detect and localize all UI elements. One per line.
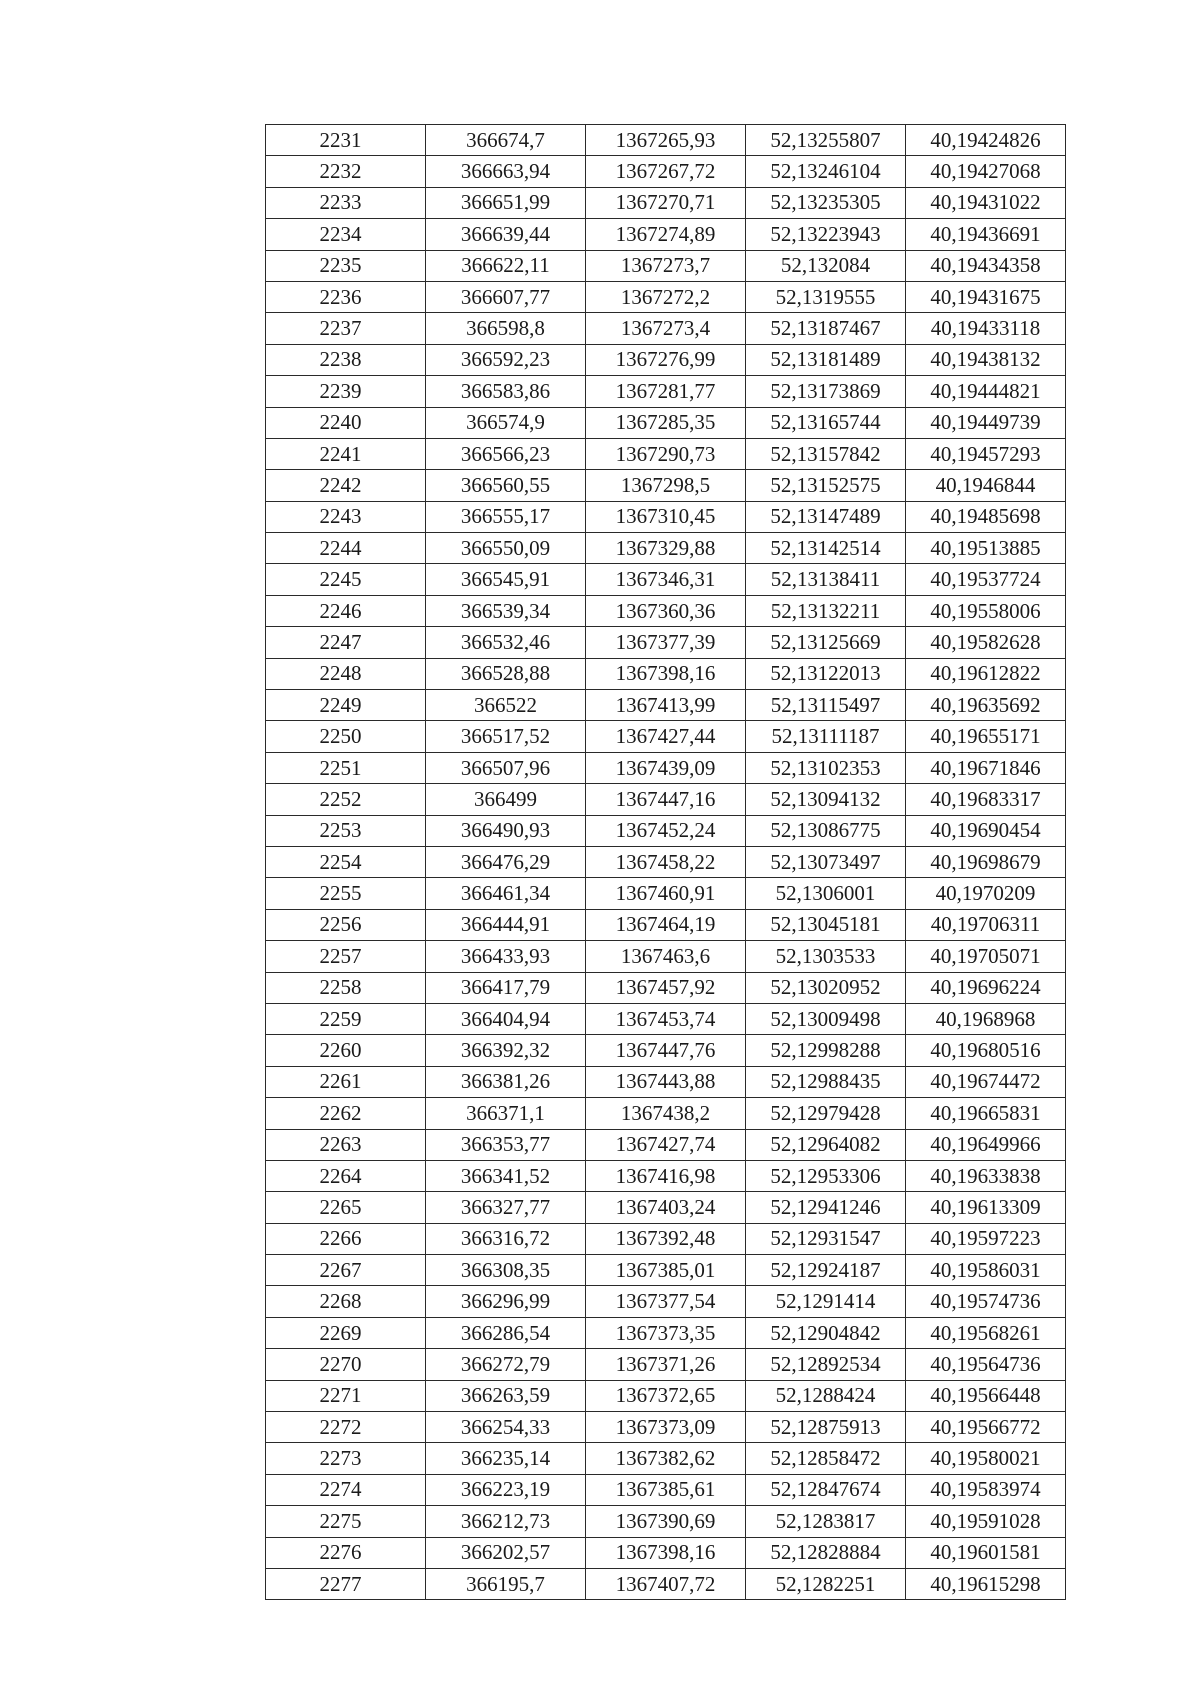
latitude-cell: 52,12964082 (746, 1129, 906, 1160)
x-coordinate-cell: 366583,86 (426, 376, 586, 407)
point-id-cell: 2271 (266, 1380, 426, 1411)
table-row (266, 281, 1066, 312)
point-id-cell: 2238 (266, 344, 426, 375)
table-row (266, 1506, 1066, 1537)
longitude-cell: 40,19597223 (906, 1223, 1066, 1254)
x-coordinate-cell: 366327,77 (426, 1192, 586, 1223)
latitude-cell: 52,13073497 (746, 846, 906, 877)
point-id-cell: 2266 (266, 1223, 426, 1254)
point-id-cell: 2237 (266, 313, 426, 344)
longitude-cell: 40,19671846 (906, 752, 1066, 783)
x-coordinate-cell: 366308,35 (426, 1255, 586, 1286)
table-row (266, 1412, 1066, 1443)
latitude-cell: 52,12988435 (746, 1066, 906, 1097)
x-coordinate-cell: 366507,96 (426, 752, 586, 783)
y-coordinate-cell: 1367427,44 (586, 721, 746, 752)
coordinates-table-body (266, 125, 1066, 1600)
y-coordinate-cell: 1367290,73 (586, 438, 746, 469)
point-id-cell: 2256 (266, 909, 426, 940)
y-coordinate-cell: 1367452,24 (586, 815, 746, 846)
latitude-cell: 52,13157842 (746, 438, 906, 469)
x-coordinate-cell: 366598,8 (426, 313, 586, 344)
point-id-cell: 2275 (266, 1506, 426, 1537)
x-coordinate-cell: 366212,73 (426, 1506, 586, 1537)
x-coordinate-cell: 366263,59 (426, 1380, 586, 1411)
point-id-cell: 2243 (266, 501, 426, 532)
y-coordinate-cell: 1367274,89 (586, 219, 746, 250)
y-coordinate-cell: 1367463,6 (586, 941, 746, 972)
latitude-cell: 52,12892534 (746, 1349, 906, 1380)
table-row (266, 1537, 1066, 1568)
x-coordinate-cell: 366433,93 (426, 941, 586, 972)
latitude-cell: 52,12875913 (746, 1412, 906, 1443)
y-coordinate-cell: 1367447,16 (586, 784, 746, 815)
x-coordinate-cell: 366392,32 (426, 1035, 586, 1066)
x-coordinate-cell: 366545,91 (426, 564, 586, 595)
table-row (266, 690, 1066, 721)
latitude-cell: 52,13094132 (746, 784, 906, 815)
x-coordinate-cell: 366444,91 (426, 909, 586, 940)
y-coordinate-cell: 1367329,88 (586, 533, 746, 564)
y-coordinate-cell: 1367385,61 (586, 1474, 746, 1505)
y-coordinate-cell: 1367403,24 (586, 1192, 746, 1223)
point-id-cell: 2248 (266, 658, 426, 689)
point-id-cell: 2267 (266, 1255, 426, 1286)
table-row (266, 1098, 1066, 1129)
y-coordinate-cell: 1367438,2 (586, 1098, 746, 1129)
table-row (266, 721, 1066, 752)
table-row (266, 219, 1066, 250)
y-coordinate-cell: 1367416,98 (586, 1160, 746, 1191)
longitude-cell: 40,19564736 (906, 1349, 1066, 1380)
point-id-cell: 2269 (266, 1317, 426, 1348)
table-row (266, 941, 1066, 972)
latitude-cell: 52,12979428 (746, 1098, 906, 1129)
latitude-cell: 52,1288424 (746, 1380, 906, 1411)
table-row (266, 1349, 1066, 1380)
longitude-cell: 40,19665831 (906, 1098, 1066, 1129)
longitude-cell: 40,19591028 (906, 1506, 1066, 1537)
longitude-cell: 40,19612822 (906, 658, 1066, 689)
latitude-cell: 52,13147489 (746, 501, 906, 532)
y-coordinate-cell: 1367413,99 (586, 690, 746, 721)
longitude-cell: 40,19558006 (906, 595, 1066, 626)
latitude-cell: 52,1282251 (746, 1568, 906, 1599)
table-row (266, 909, 1066, 940)
y-coordinate-cell: 1367458,22 (586, 846, 746, 877)
point-id-cell: 2277 (266, 1568, 426, 1599)
latitude-cell: 52,1283817 (746, 1506, 906, 1537)
y-coordinate-cell: 1367281,77 (586, 376, 746, 407)
x-coordinate-cell: 366517,52 (426, 721, 586, 752)
longitude-cell: 40,19601581 (906, 1537, 1066, 1568)
point-id-cell: 2233 (266, 187, 426, 218)
x-coordinate-cell: 366663,94 (426, 156, 586, 187)
y-coordinate-cell: 1367427,74 (586, 1129, 746, 1160)
longitude-cell: 40,19424826 (906, 125, 1066, 156)
longitude-cell: 40,19566448 (906, 1380, 1066, 1411)
y-coordinate-cell: 1367398,16 (586, 1537, 746, 1568)
longitude-cell: 40,19706311 (906, 909, 1066, 940)
longitude-cell: 40,1968968 (906, 1003, 1066, 1034)
longitude-cell: 40,19635692 (906, 690, 1066, 721)
table-row (266, 1317, 1066, 1348)
point-id-cell: 2232 (266, 156, 426, 187)
longitude-cell: 40,19582628 (906, 627, 1066, 658)
latitude-cell: 52,1306001 (746, 878, 906, 909)
latitude-cell: 52,13115497 (746, 690, 906, 721)
latitude-cell: 52,12941246 (746, 1192, 906, 1223)
latitude-cell: 52,12904842 (746, 1317, 906, 1348)
latitude-cell: 52,13165744 (746, 407, 906, 438)
y-coordinate-cell: 1367273,7 (586, 250, 746, 281)
point-id-cell: 2234 (266, 219, 426, 250)
point-id-cell: 2236 (266, 281, 426, 312)
y-coordinate-cell: 1367377,39 (586, 627, 746, 658)
latitude-cell: 52,13111187 (746, 721, 906, 752)
table-row (266, 313, 1066, 344)
x-coordinate-cell: 366254,33 (426, 1412, 586, 1443)
latitude-cell: 52,12828884 (746, 1537, 906, 1568)
point-id-cell: 2276 (266, 1537, 426, 1568)
latitude-cell: 52,132084 (746, 250, 906, 281)
x-coordinate-cell: 366528,88 (426, 658, 586, 689)
y-coordinate-cell: 1367460,91 (586, 878, 746, 909)
longitude-cell: 40,19457293 (906, 438, 1066, 469)
table-row (266, 1443, 1066, 1474)
x-coordinate-cell: 366592,23 (426, 344, 586, 375)
y-coordinate-cell: 1367310,45 (586, 501, 746, 532)
point-id-cell: 2251 (266, 752, 426, 783)
longitude-cell: 40,19566772 (906, 1412, 1066, 1443)
x-coordinate-cell: 366371,1 (426, 1098, 586, 1129)
y-coordinate-cell: 1367360,36 (586, 595, 746, 626)
x-coordinate-cell: 366417,79 (426, 972, 586, 1003)
longitude-cell: 40,19696224 (906, 972, 1066, 1003)
latitude-cell: 52,13152575 (746, 470, 906, 501)
table-row (266, 846, 1066, 877)
longitude-cell: 40,19649966 (906, 1129, 1066, 1160)
longitude-cell: 40,1970209 (906, 878, 1066, 909)
point-id-cell: 2258 (266, 972, 426, 1003)
latitude-cell: 52,13125669 (746, 627, 906, 658)
point-id-cell: 2231 (266, 125, 426, 156)
x-coordinate-cell: 366296,99 (426, 1286, 586, 1317)
y-coordinate-cell: 1367382,62 (586, 1443, 746, 1474)
latitude-cell: 52,12931547 (746, 1223, 906, 1254)
y-coordinate-cell: 1367453,74 (586, 1003, 746, 1034)
longitude-cell: 40,19586031 (906, 1255, 1066, 1286)
y-coordinate-cell: 1367390,69 (586, 1506, 746, 1537)
y-coordinate-cell: 1367373,35 (586, 1317, 746, 1348)
latitude-cell: 52,13181489 (746, 344, 906, 375)
latitude-cell: 52,13138411 (746, 564, 906, 595)
x-coordinate-cell: 366223,19 (426, 1474, 586, 1505)
table-row (266, 627, 1066, 658)
point-id-cell: 2272 (266, 1412, 426, 1443)
latitude-cell: 52,13132211 (746, 595, 906, 626)
y-coordinate-cell: 1367377,54 (586, 1286, 746, 1317)
latitude-cell: 52,13086775 (746, 815, 906, 846)
latitude-cell: 52,12858472 (746, 1443, 906, 1474)
x-coordinate-cell: 366381,26 (426, 1066, 586, 1097)
table-row (266, 815, 1066, 846)
point-id-cell: 2263 (266, 1129, 426, 1160)
table-row (266, 438, 1066, 469)
point-id-cell: 2255 (266, 878, 426, 909)
longitude-cell: 40,19633838 (906, 1160, 1066, 1191)
table-row (266, 344, 1066, 375)
y-coordinate-cell: 1367272,2 (586, 281, 746, 312)
point-id-cell: 2240 (266, 407, 426, 438)
point-id-cell: 2260 (266, 1035, 426, 1066)
longitude-cell: 40,19427068 (906, 156, 1066, 187)
table-row (266, 564, 1066, 595)
longitude-cell: 40,1946844 (906, 470, 1066, 501)
x-coordinate-cell: 366651,99 (426, 187, 586, 218)
y-coordinate-cell: 1367447,76 (586, 1035, 746, 1066)
latitude-cell: 52,13246104 (746, 156, 906, 187)
x-coordinate-cell: 366539,34 (426, 595, 586, 626)
y-coordinate-cell: 1367439,09 (586, 752, 746, 783)
x-coordinate-cell: 366490,93 (426, 815, 586, 846)
longitude-cell: 40,19580021 (906, 1443, 1066, 1474)
y-coordinate-cell: 1367371,26 (586, 1349, 746, 1380)
table-row (266, 1223, 1066, 1254)
x-coordinate-cell: 366674,7 (426, 125, 586, 156)
point-id-cell: 2245 (266, 564, 426, 595)
latitude-cell: 52,13235305 (746, 187, 906, 218)
point-id-cell: 2244 (266, 533, 426, 564)
table-row (266, 156, 1066, 187)
y-coordinate-cell: 1367392,48 (586, 1223, 746, 1254)
latitude-cell: 52,13173869 (746, 376, 906, 407)
table-row (266, 1129, 1066, 1160)
y-coordinate-cell: 1367273,4 (586, 313, 746, 344)
point-id-cell: 2262 (266, 1098, 426, 1129)
y-coordinate-cell: 1367285,35 (586, 407, 746, 438)
y-coordinate-cell: 1367346,31 (586, 564, 746, 595)
point-id-cell: 2259 (266, 1003, 426, 1034)
longitude-cell: 40,19431675 (906, 281, 1066, 312)
latitude-cell: 52,12953306 (746, 1160, 906, 1191)
y-coordinate-cell: 1367398,16 (586, 658, 746, 689)
point-id-cell: 2261 (266, 1066, 426, 1097)
table-row (266, 752, 1066, 783)
table-row (266, 1192, 1066, 1223)
y-coordinate-cell: 1367276,99 (586, 344, 746, 375)
longitude-cell: 40,19680516 (906, 1035, 1066, 1066)
x-coordinate-cell: 366560,55 (426, 470, 586, 501)
y-coordinate-cell: 1367457,92 (586, 972, 746, 1003)
x-coordinate-cell: 366316,72 (426, 1223, 586, 1254)
longitude-cell: 40,19674472 (906, 1066, 1066, 1097)
longitude-cell: 40,19690454 (906, 815, 1066, 846)
longitude-cell: 40,19613309 (906, 1192, 1066, 1223)
x-coordinate-cell: 366522 (426, 690, 586, 721)
longitude-cell: 40,19434358 (906, 250, 1066, 281)
table-row (266, 1003, 1066, 1034)
point-id-cell: 2274 (266, 1474, 426, 1505)
x-coordinate-cell: 366574,9 (426, 407, 586, 438)
table-row (266, 501, 1066, 532)
y-coordinate-cell: 1367443,88 (586, 1066, 746, 1097)
table-row (266, 1255, 1066, 1286)
point-id-cell: 2257 (266, 941, 426, 972)
point-id-cell: 2273 (266, 1443, 426, 1474)
latitude-cell: 52,13009498 (746, 1003, 906, 1034)
y-coordinate-cell: 1367373,09 (586, 1412, 746, 1443)
point-id-cell: 2242 (266, 470, 426, 501)
table-row (266, 187, 1066, 218)
x-coordinate-cell: 366622,11 (426, 250, 586, 281)
latitude-cell: 52,13187467 (746, 313, 906, 344)
table-row (266, 1380, 1066, 1411)
table-row (266, 470, 1066, 501)
x-coordinate-cell: 366404,94 (426, 1003, 586, 1034)
table-row (266, 972, 1066, 1003)
longitude-cell: 40,19513885 (906, 533, 1066, 564)
latitude-cell: 52,13045181 (746, 909, 906, 940)
x-coordinate-cell: 366566,23 (426, 438, 586, 469)
point-id-cell: 2239 (266, 376, 426, 407)
point-id-cell: 2250 (266, 721, 426, 752)
table-row (266, 250, 1066, 281)
y-coordinate-cell: 1367385,01 (586, 1255, 746, 1286)
longitude-cell: 40,19444821 (906, 376, 1066, 407)
longitude-cell: 40,19683317 (906, 784, 1066, 815)
x-coordinate-cell: 366353,77 (426, 1129, 586, 1160)
latitude-cell: 52,13223943 (746, 219, 906, 250)
table-row (266, 1474, 1066, 1505)
y-coordinate-cell: 1367267,72 (586, 156, 746, 187)
point-id-cell: 2264 (266, 1160, 426, 1191)
latitude-cell: 52,12998288 (746, 1035, 906, 1066)
x-coordinate-cell: 366555,17 (426, 501, 586, 532)
longitude-cell: 40,19431022 (906, 187, 1066, 218)
x-coordinate-cell: 366532,46 (426, 627, 586, 658)
point-id-cell: 2252 (266, 784, 426, 815)
latitude-cell: 52,1291414 (746, 1286, 906, 1317)
x-coordinate-cell: 366286,54 (426, 1317, 586, 1348)
latitude-cell: 52,13102353 (746, 752, 906, 783)
table-row (266, 407, 1066, 438)
latitude-cell: 52,13020952 (746, 972, 906, 1003)
point-id-cell: 2241 (266, 438, 426, 469)
table-row (266, 533, 1066, 564)
y-coordinate-cell: 1367270,71 (586, 187, 746, 218)
table-row (266, 1066, 1066, 1097)
latitude-cell: 52,13142514 (746, 533, 906, 564)
point-id-cell: 2253 (266, 815, 426, 846)
longitude-cell: 40,19574736 (906, 1286, 1066, 1317)
longitude-cell: 40,19433118 (906, 313, 1066, 344)
longitude-cell: 40,19436691 (906, 219, 1066, 250)
point-id-cell: 2254 (266, 846, 426, 877)
x-coordinate-cell: 366499 (426, 784, 586, 815)
latitude-cell: 52,13122013 (746, 658, 906, 689)
x-coordinate-cell: 366476,29 (426, 846, 586, 877)
point-id-cell: 2235 (266, 250, 426, 281)
table-row (266, 1160, 1066, 1191)
longitude-cell: 40,19698679 (906, 846, 1066, 877)
x-coordinate-cell: 366550,09 (426, 533, 586, 564)
longitude-cell: 40,19615298 (906, 1568, 1066, 1599)
table-row (266, 125, 1066, 156)
table-row (266, 595, 1066, 626)
x-coordinate-cell: 366235,14 (426, 1443, 586, 1474)
point-id-cell: 2268 (266, 1286, 426, 1317)
y-coordinate-cell: 1367464,19 (586, 909, 746, 940)
coordinates-table (265, 124, 1066, 1600)
latitude-cell: 52,12847674 (746, 1474, 906, 1505)
latitude-cell: 52,1319555 (746, 281, 906, 312)
point-id-cell: 2246 (266, 595, 426, 626)
point-id-cell: 2270 (266, 1349, 426, 1380)
x-coordinate-cell: 366195,7 (426, 1568, 586, 1599)
longitude-cell: 40,19485698 (906, 501, 1066, 532)
latitude-cell: 52,12924187 (746, 1255, 906, 1286)
y-coordinate-cell: 1367407,72 (586, 1568, 746, 1599)
table-row (266, 878, 1066, 909)
table-row (266, 1035, 1066, 1066)
table-row (266, 1286, 1066, 1317)
table-row (266, 784, 1066, 815)
longitude-cell: 40,19568261 (906, 1317, 1066, 1348)
x-coordinate-cell: 366202,57 (426, 1537, 586, 1568)
y-coordinate-cell: 1367298,5 (586, 470, 746, 501)
x-coordinate-cell: 366272,79 (426, 1349, 586, 1380)
x-coordinate-cell: 366341,52 (426, 1160, 586, 1191)
longitude-cell: 40,19438132 (906, 344, 1066, 375)
longitude-cell: 40,19537724 (906, 564, 1066, 595)
x-coordinate-cell: 366607,77 (426, 281, 586, 312)
table-row (266, 1568, 1066, 1599)
longitude-cell: 40,19655171 (906, 721, 1066, 752)
latitude-cell: 52,1303533 (746, 941, 906, 972)
latitude-cell: 52,13255807 (746, 125, 906, 156)
y-coordinate-cell: 1367265,93 (586, 125, 746, 156)
longitude-cell: 40,19583974 (906, 1474, 1066, 1505)
y-coordinate-cell: 1367372,65 (586, 1380, 746, 1411)
x-coordinate-cell: 366461,34 (426, 878, 586, 909)
point-id-cell: 2247 (266, 627, 426, 658)
longitude-cell: 40,19449739 (906, 407, 1066, 438)
table-row (266, 376, 1066, 407)
table-row (266, 658, 1066, 689)
x-coordinate-cell: 366639,44 (426, 219, 586, 250)
point-id-cell: 2249 (266, 690, 426, 721)
point-id-cell: 2265 (266, 1192, 426, 1223)
longitude-cell: 40,19705071 (906, 941, 1066, 972)
